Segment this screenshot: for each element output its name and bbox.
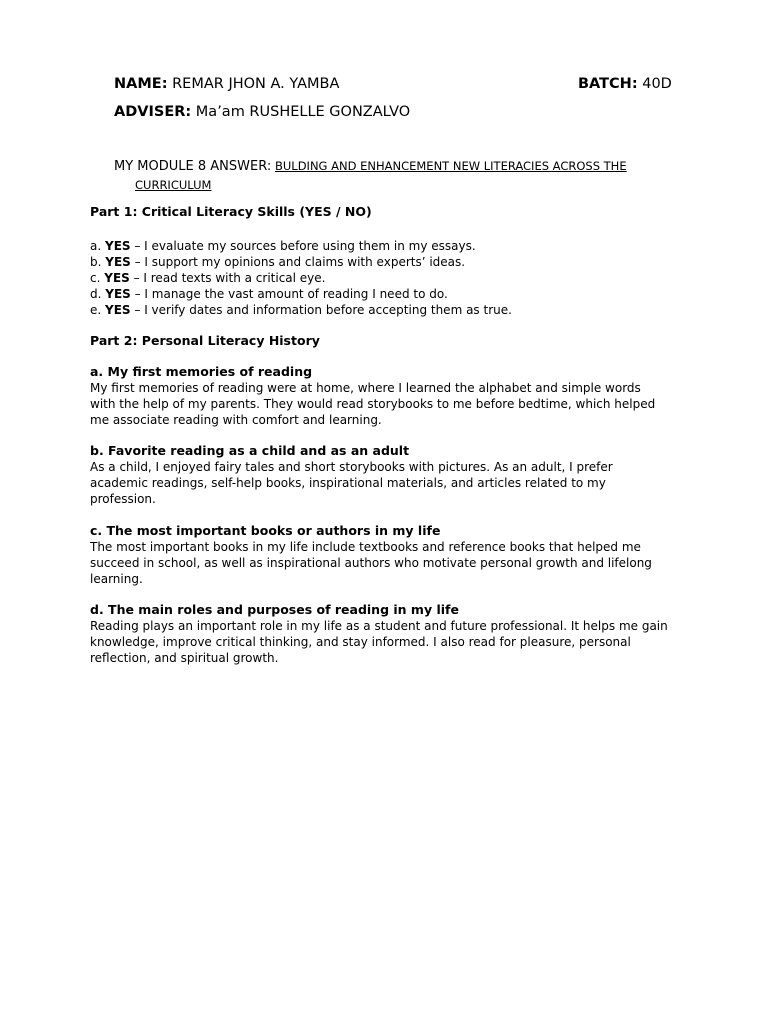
name-label: NAME: (114, 76, 168, 92)
paragraph-line: me associate reading with comfort and learning. (90, 413, 382, 427)
section-heading: b. Favorite reading as a child and as an adult (90, 443, 410, 458)
list-item (90, 238, 690, 254)
item-answer: YES (105, 255, 131, 269)
paragraph-line: profession. (90, 492, 156, 506)
item-text: – I read texts with a critical eye. (129, 271, 326, 285)
part1-heading (90, 204, 690, 220)
batch-label: BATCH: (578, 76, 638, 92)
item-answer: YES (105, 287, 131, 301)
item-text: – I manage the vast amount of reading I need to do. (130, 287, 448, 301)
paragraph-line: As a child, I enjoyed fairy tales and short storybooks with pictures. As an adult, I prefer (90, 460, 613, 474)
part1-list (90, 238, 690, 318)
part2-heading (90, 333, 690, 349)
paragraph-line: succeed in school, as well as inspirational authors who motivate personal growth and lifelong (90, 556, 652, 570)
item-letter: e. (90, 303, 102, 317)
item-answer: YES (105, 239, 131, 253)
adviser-row (114, 104, 410, 120)
module-title-line2: CURRICULUM (135, 178, 212, 192)
part1-heading-text: Part 1: Critical Literacy Skills (YES / NO) (90, 204, 372, 219)
paragraph-line: academic readings, self-help books, inspirational materials, and articles related to my (90, 476, 606, 490)
module-title (114, 158, 627, 192)
name-value: REMAR JHON A. YAMBA (172, 76, 340, 92)
item-answer: YES (105, 303, 131, 317)
paragraph-line: Reading plays an important role in my life as a student and future professional. It helps me gain (90, 619, 668, 633)
item-letter: c. (90, 271, 101, 285)
module-title-line1: BULDING AND ENHANCEMENT NEW LITERACIES ACROSS THE (274, 159, 627, 173)
paragraph-line: learning. (90, 572, 143, 586)
part2-heading-text: Part 2: Personal Literacy History (90, 333, 320, 348)
section-heading: a. My first memories of reading (90, 364, 313, 379)
section-heading: c. The most important books or authors in my life (90, 523, 441, 538)
item-text: – I support my opinions and claims with experts’ ideas. (130, 255, 466, 269)
item-text: – I evaluate my sources before using them in my essays. (130, 239, 476, 253)
adviser-value: Ma’am RUSHELLE GONZALVO (195, 104, 411, 120)
part2-section-c (90, 523, 690, 587)
module-label: MY MODULE 8 ANSWER: (114, 159, 272, 174)
paragraph-line: My first memories of reading were at home, where I learned the alphabet and simple words (90, 381, 641, 395)
item-letter: b. (90, 255, 102, 269)
item-answer: YES (104, 271, 130, 285)
part2-section-b (90, 443, 690, 507)
item-letter: a. (90, 239, 102, 253)
paragraph-line: with the help of my parents. They would read storybooks to me before bedtime, which helped (90, 397, 656, 411)
item-letter: d. (90, 287, 102, 301)
name-row (114, 76, 339, 92)
paragraph-line: knowledge, improve critical thinking, and stay informed. I also read for pleasure, personal (90, 635, 631, 649)
part2-section-a (90, 364, 690, 428)
list-item (90, 270, 690, 286)
adviser-label: ADVISER: (114, 104, 192, 120)
paragraph-line: The most important books in my life include textbooks and reference books that helped me (90, 540, 641, 554)
part2-section-d (90, 602, 690, 666)
batch-row (578, 76, 672, 92)
batch-value: 40D (642, 76, 672, 92)
paragraph-line: reflection, and spiritual growth. (90, 651, 279, 665)
section-heading: d. The main roles and purposes of reading in my life (90, 602, 459, 617)
list-item (90, 286, 690, 302)
list-item (90, 254, 690, 270)
list-item (90, 302, 690, 318)
item-text: – I verify dates and information before accepting them as true. (130, 303, 512, 317)
